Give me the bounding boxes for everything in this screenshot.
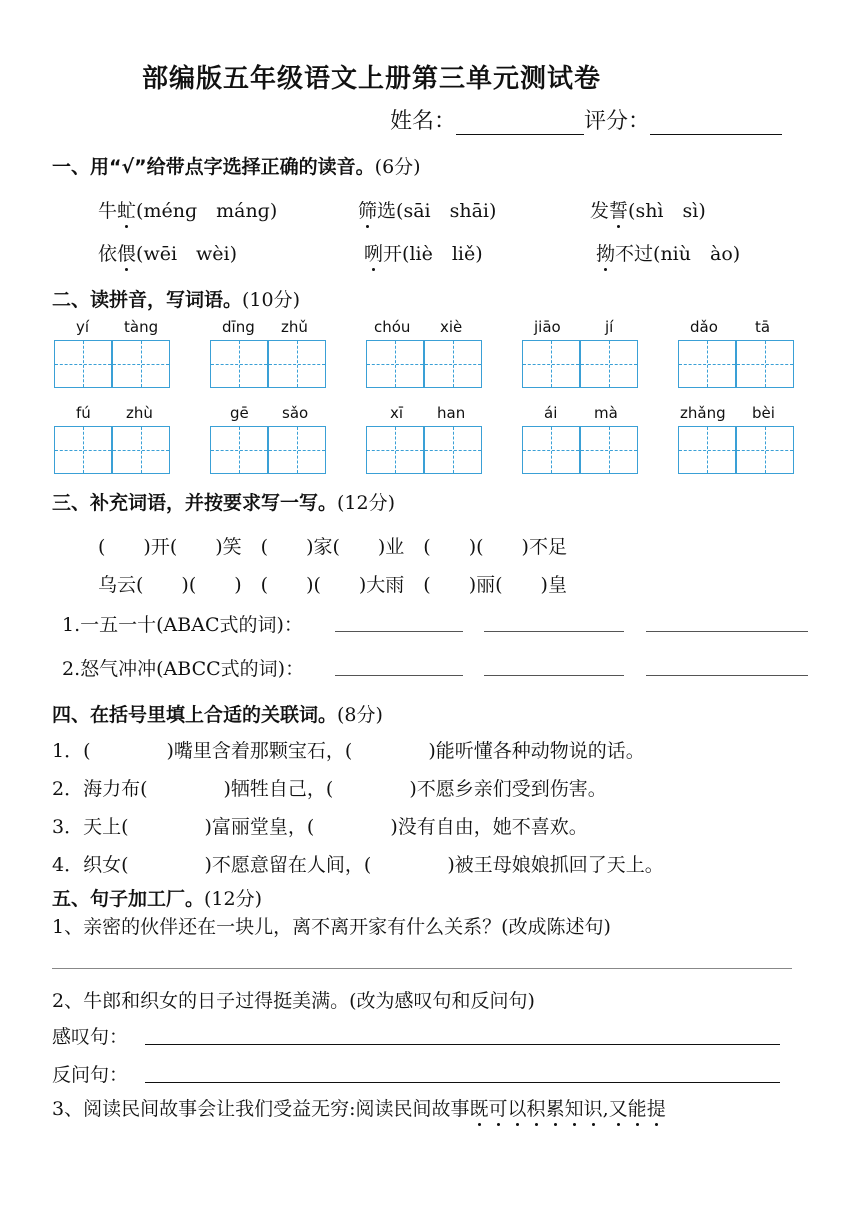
pinyin: xī [390,404,404,422]
pinyin-options[interactable]: (niù ào) [653,243,741,265]
pinyin: zhǎng [680,404,726,422]
pinyin: sǎo [282,404,309,422]
sentence-question-3: 3、阅读民间故事会让我们受益无穷:阅读民间故事既可以积累知识,又能提 [52,1094,666,1121]
pinyin-options[interactable]: (liè liě) [402,243,483,265]
pinyin: fú [76,404,91,422]
section-1-points: (6分) [374,156,421,178]
answer-line[interactable] [335,631,463,632]
answer-line[interactable] [646,631,808,632]
page-title: 部编版五年级语文上册第三单元测试卷 [142,64,602,94]
section-4-title: 四、在括号里填上合适的关联词。 [52,704,338,726]
answer-line[interactable] [335,675,463,676]
reading-item-1: 牛虻(ménɡ mánɡ) [98,196,277,223]
section-2-points: (10分) [242,289,301,311]
writing-grid[interactable] [366,426,424,474]
pinyin: han [437,404,466,422]
reading-item-2: 筛选(sāi shāi) [358,196,496,223]
pinyin: tàng [124,318,159,336]
reading-item-4: 依偎(wēi wèi) [98,239,237,266]
pinyin: yí [76,318,90,336]
writing-grid[interactable] [268,426,326,474]
pinyin-options[interactable]: (shì sì) [628,200,706,222]
section-1-title: 一、用“√”给带点字选择正确的读音。 [52,156,375,178]
conjunction-item-1[interactable]: 1．( )嘴里含着那颗宝石，( )能听懂各种动物说的话。 [52,740,645,762]
writing-grid[interactable] [522,340,580,388]
pinyin: zhǔ [281,318,308,336]
pinyin: dīng [222,318,255,336]
reading-item-5: 咧开(liè liě) [364,239,483,266]
section-1-heading [52,152,421,179]
pinyin: jiāo [534,318,561,336]
writing-grid[interactable] [210,426,268,474]
writing-grid[interactable] [580,340,638,388]
idiom-line-1[interactable]: ( )开( )笑 ( )家( )业 ( )( )不足 [98,536,567,558]
pinyin: chóu [374,318,411,336]
section-5-title: 五、句子加工厂。 [52,888,205,910]
conjunction-item-3[interactable]: 3．天上( )富丽堂皇，( )没有自由，她不喜欢。 [52,816,588,838]
pinyin-options[interactable]: (wēi wèi) [136,243,238,265]
pinyin: tā [755,318,771,336]
sentence-question-2: 2、牛郎和织女的日子过得挺美满。(改为感叹句和反问句) [52,990,535,1012]
conjunction-item-4[interactable]: 4．织女( )不愿意留在人间，( )被王母娘娘抓回了天上。 [52,854,664,876]
answer-line[interactable] [484,631,624,632]
answer-line[interactable] [52,968,792,969]
conjunction-item-2[interactable]: 2．海力布( )牺牲自己，( )不愿乡亲们受到伤害。 [52,778,607,800]
section-5-heading [52,884,262,911]
pinyin: dǎo [690,318,718,336]
writing-grid[interactable] [522,426,580,474]
writing-grid[interactable] [366,340,424,388]
writing-grid[interactable] [54,340,112,388]
pinyin: xiè [440,318,463,336]
answer-line[interactable] [646,675,808,676]
name-field[interactable] [456,110,584,135]
section-2-heading [52,285,300,312]
writing-grid[interactable] [210,340,268,388]
idiom-line-2[interactable]: 乌云( )( ) ( )( )大雨 ( )丽( )皇 [98,574,567,596]
name-label: 姓名： [390,109,457,134]
section-5-points: (12分) [204,888,263,910]
answer-line[interactable] [484,675,624,676]
section-4-points: (8分) [337,704,383,726]
writing-grid[interactable] [268,340,326,388]
writing-grid[interactable] [424,426,482,474]
sentence-question-1: 1、亲密的伙伴还在一块儿，离不离开家有什么关系？(改成陈述句) [52,916,611,938]
score-label: 评分： [584,109,651,134]
writing-grid[interactable] [580,426,638,474]
dotted-text: 既可以积累知识,又能提 [470,1098,666,1120]
section-4-heading [52,700,383,727]
pinyin: bèi [752,404,775,422]
section-3-points: (12分) [337,492,396,514]
rhetorical-label: 反问句： [52,1064,129,1086]
pinyin: mà [594,404,618,422]
score-field[interactable] [650,110,782,135]
writing-grid[interactable] [54,426,112,474]
section-2-title: 二、读拼音，写词语。 [52,289,243,311]
pinyin: gē [230,404,249,422]
reading-item-3: 发誓(shì sì) [590,196,706,223]
rhetorical-answer-line[interactable] [145,1082,780,1083]
reading-item-6: 拗不过(niù ào) [596,239,740,266]
writing-grid[interactable] [112,426,170,474]
pinyin: jí [605,318,614,336]
exclaim-label: 感叹句： [52,1026,129,1048]
section-3-heading [52,488,395,515]
pinyin-options[interactable]: (ménɡ mánɡ) [136,200,278,222]
pinyin: ái [544,404,558,422]
writing-grid[interactable] [678,340,736,388]
pinyin: zhù [126,404,153,422]
section-3-title: 三、补充词语，并按要求写一写。 [52,492,338,514]
pinyin-options[interactable]: (sāi shāi) [396,200,497,222]
writing-grid[interactable] [424,340,482,388]
name-score-row [390,104,782,135]
writing-grid[interactable] [736,340,794,388]
exclaim-answer-line[interactable] [145,1044,780,1045]
writing-grid[interactable] [112,340,170,388]
writing-grid[interactable] [736,426,794,474]
abcc-question: 2.怒气冲冲(ABCC式的词)： [62,658,305,680]
abac-question: 1.一五一十(ABAC式的词)： [62,614,303,636]
writing-grid[interactable] [678,426,736,474]
